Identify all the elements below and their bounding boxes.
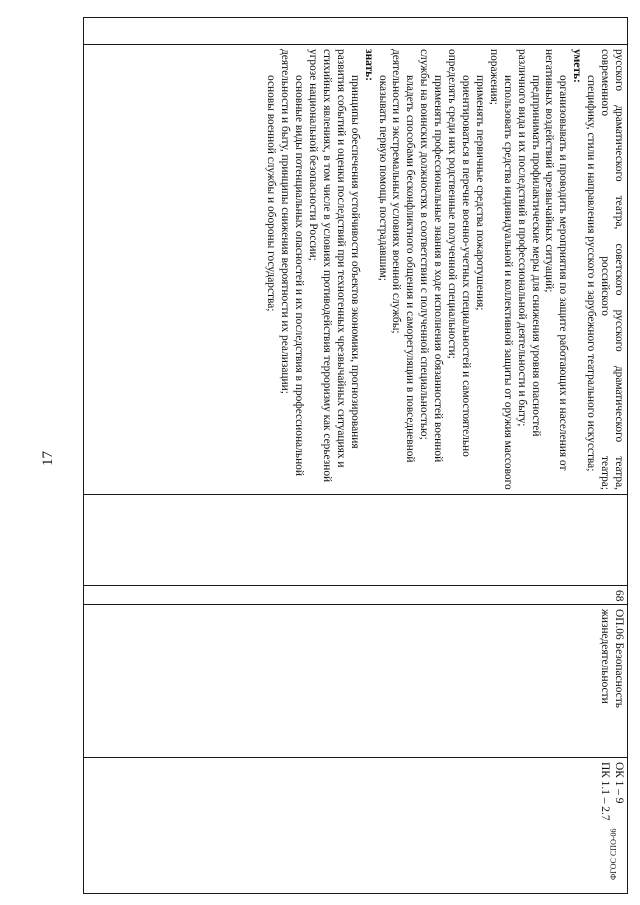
knowledge-item: основы военной службы и обороны государства;: [265, 75, 278, 312]
curriculum-table: [83, 17, 628, 894]
skill-item: предпринимать профилактические меры для снижения уровня опасностей различного вида и их последствий в профессиональной деятельности и быту;: [515, 49, 542, 437]
skill-item: оказывать первую помощь пострадавшим;: [376, 75, 389, 281]
page-number: 17: [40, 451, 56, 466]
index-cell: [84, 18, 628, 45]
footer-code: ФГОС СПО-06: [609, 828, 618, 880]
skill-item: применять профессиональные знания в ходе исполнения обязанностей военной службы на воинских должностях в соответствии с полученной специальностью;: [418, 49, 445, 463]
skill-item: использовать средства индивидуальной и коллективной защиты от оружия массового поражения;: [487, 49, 514, 490]
competency-ok: ОК 1 – 9: [613, 762, 625, 804]
empty-cell: [84, 495, 628, 586]
umet-label: уметь:: [571, 49, 584, 83]
content-cell: [84, 45, 628, 495]
skill-item: организовывать и проводить мероприятия по защите работающих и населения от негативных воздействий чрезвычайных ситуаций;: [543, 49, 570, 471]
intro-line: специфику, стили и направления русского и зарубежного театрального искусства;: [585, 75, 598, 472]
knowledge-item: основные виды потенциальных опасностей и их последствия в профессиональной деятельности и быту, принципы снижения вероятности их реализации;: [279, 49, 306, 476]
skill-item: владеть способами бесконфликтного общения и саморегуляции в повседневной деятельности и экстремальных условиях военной службы;: [390, 49, 417, 463]
skill-item: ориентироваться в перечне военно-учетных специальностей и самостоятельно определять среди них родственные полученной специальности;: [446, 49, 473, 457]
table-row: [84, 18, 628, 894]
rotated-page-content: [83, 17, 628, 893]
competency-pk: ПК 1.1 – 2.7: [599, 762, 612, 821]
hours-cell: 68: [84, 586, 628, 605]
competencies-cell: [84, 758, 628, 894]
intro-line: русского драматического театра, советского русского драматического театра, современного российского театра;: [599, 49, 625, 490]
knowledge-item: принципы обеспечения устойчивости объектов экономики, прогнозирования развития событий и оценки последствий при техногенных чрезвычайных ситуациях и стихийных явлениях, в том числе в условиях противодействия терроризму как серьезной угрозе национальной безопасности России;: [307, 49, 361, 483]
skill-item: применять первичные средства пожаротушения;: [473, 75, 486, 311]
znat-label: знать:: [362, 49, 375, 81]
discipline-cell: ОП.06 Безопасность жизнедеятельности: [84, 605, 628, 758]
